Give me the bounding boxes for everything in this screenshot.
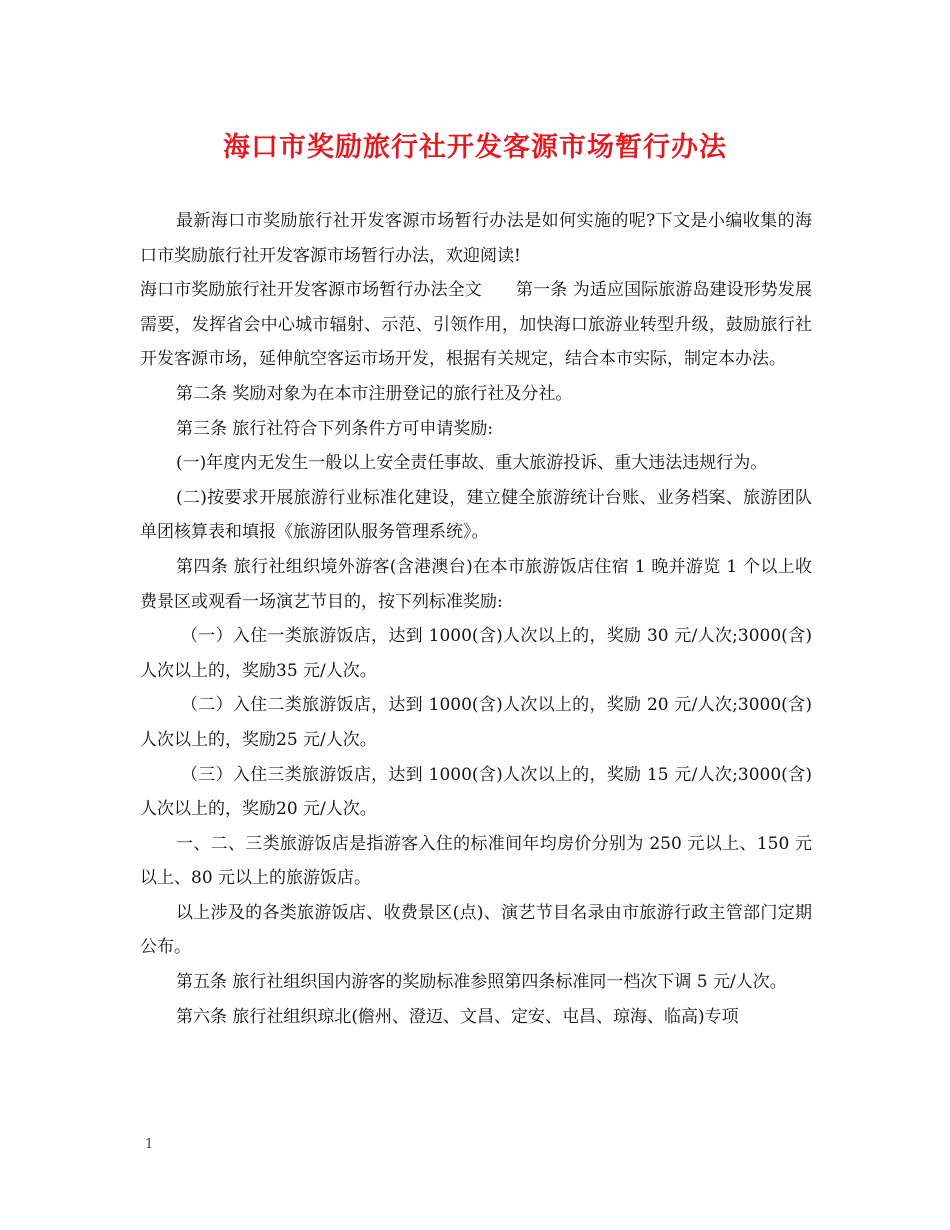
paragraph-hotel-classes: 一、二、三类旅游饭店是指游客入住的标准间年均房价分别为 250 元以上、150 元以上、80 元以上的旅游饭店。 [140,833,812,889]
paragraph-intro: 最新海口市奖励旅行社开发客源市场暂行办法是如何实施的呢?下文是小编收集的海口市奖励旅行社开发客源市场暂行办法，欢迎阅读! [140,211,812,266]
paragraph-condition-1: (一)年度内无发生一般以上安全责任事故、重大旅游投诉、重大违法违规行为。 [176,453,768,474]
document-body [140,204,812,1034]
paragraph-article-3: 第三条 旅行社符合下列条件方可申请奖励: [176,418,494,439]
document-title: 海口市奖励旅行社开发客源市场暂行办法 [223,132,727,163]
paragraph-article-1: 海口市奖励旅行社开发客源市场暂行办法全文 第一条 为适应国际旅游岛建设形势发展需要，发挥省会中心城市辐射、示范、引领作用，加快海口旅游业转型升级，鼓励旅行社开发客源市场，延伸航空客运市场开发，根据有关规定，结合本市实际，制定本办法。 [140,280,812,370]
paragraph-condition-2: (二)按要求开展旅游行业标准化建设，建立健全旅游统计台账、业务档案、旅游团队单团核算表和填报《旅游团队服务管理系统》。 [140,487,812,543]
paragraph-reward-2: （二）入住二类旅游饭店，达到 1000(含)人次以上的，奖励 20 元/人次;3000(含)人次以上的，奖励25 元/人次。 [140,695,812,750]
paragraph-article-5: 第五条 旅行社组织国内游客的奖励标准参照第四条标准同一档次下调 5 元/人次。 [176,972,787,993]
paragraph-reward-3: （三）入住三类旅游饭店，达到 1000(含)人次以上的，奖励 15 元/人次;3000(含)人次以上的，奖励20 元/人次。 [140,764,812,820]
paragraph-reward-1: （一）入住一类旅游饭店，达到 1000(含)人次以上的，奖励 30 元/人次;3000(含)人次以上的，奖励35 元/人次。 [140,626,812,681]
paragraph-article-6: 第六条 旅行社组织琼北(儋州、澄迈、文昌、定安、屯昌、琼海、临高)专项 [176,1006,739,1027]
paragraph-directory: 以上涉及的各类旅游饭店、收费景区(点)、演艺节目名录由市旅游行政主管部门定期公布。 [140,902,812,958]
page-number: 1 [145,1137,154,1152]
paragraph-article-4: 第四条 旅行社组织境外游客(含港澳台)在本市旅游饭店住宿 1 晚并游览 1 个以上收费景区或观看一场演艺节目的，按下列标准奖励: [140,556,812,612]
paragraph-article-2: 第二条 奖励对象为在本市注册登记的旅行社及分社。 [176,383,573,404]
